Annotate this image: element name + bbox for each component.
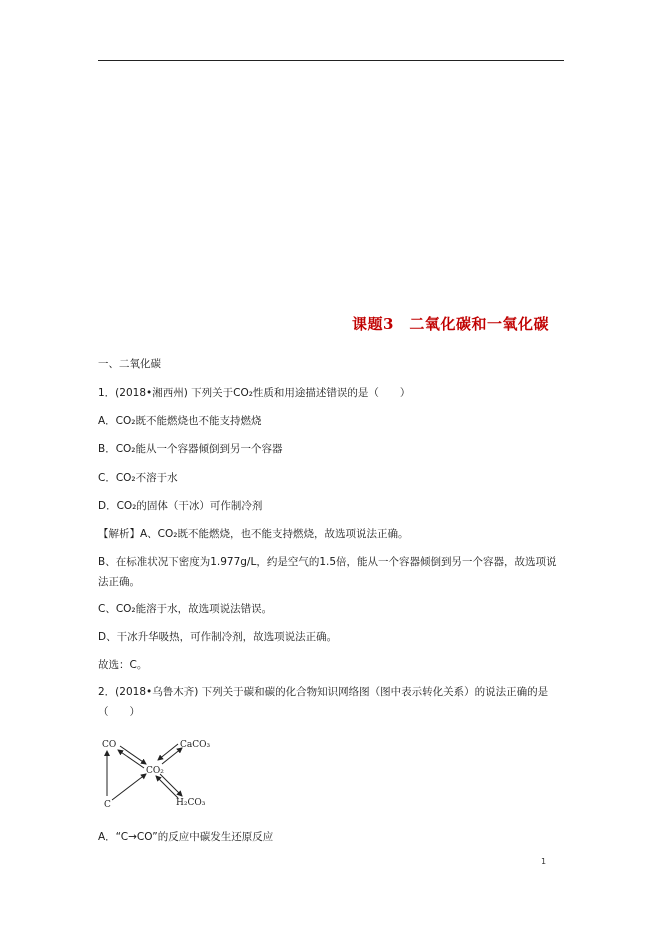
arrow-caco3-to-co2 <box>158 744 178 760</box>
question-2-stem: 2．(2018•乌鲁木齐) 下列关于碳和碳的化合物知识网络图（图中表示转化关系）的说法正确的是（ ） <box>98 686 549 718</box>
page-number: 1 <box>541 857 547 866</box>
diagram-label-co: CO <box>102 740 117 750</box>
arrow-c-to-co2 <box>112 774 146 800</box>
question-1-option-b: B．CO₂能从一个容器倾倒到另一个容器 <box>98 443 283 455</box>
question-2-option-a: A．“C→CO”的反应中碳发生还原反应 <box>98 831 274 843</box>
arrow-co2-to-h2co3 <box>160 774 182 796</box>
header-rule <box>98 60 564 61</box>
question-1-analysis-c: C、CO₂能溶于水，故选项说法错误。 <box>98 603 273 615</box>
arrow-co2-to-caco3 <box>162 748 182 764</box>
diagram-label-h2co3: H₂CO₃ <box>176 798 206 808</box>
question-1-analysis-b: B、在标准状况下密度为1.977g/L，约是空气的1.5倍，能从一个容器倾倒到另一个容器，故选项说法正确。 <box>98 556 557 588</box>
question-1-stem: 1．(2018•湘西州) 下列关于CO₂性质和用途描述错误的是（ ） <box>98 387 411 399</box>
diagram-label-caco3: CaCO₃ <box>180 740 211 750</box>
arrow-co-to-co2 <box>120 746 146 764</box>
carbon-conversion-diagram <box>96 734 226 810</box>
diagram-label-c: C <box>104 800 111 810</box>
diagram-label-co2: CO₂ <box>146 766 164 776</box>
question-1-option-a: A．CO₂既不能燃烧也不能支持燃烧 <box>98 415 262 427</box>
question-1-analysis-d: D、干冰升华吸热，可作制冷剂，故选项说法正确。 <box>98 631 338 643</box>
lesson-title: 课题3 二氧化碳和一氧化碳 <box>352 315 549 333</box>
question-1-option-d: D．CO₂的固体（干冰）可作制冷剂 <box>98 500 263 512</box>
question-1-option-c: C．CO₂不溶于水 <box>98 472 178 484</box>
section-heading: 一、二氧化碳 <box>98 358 161 370</box>
arrow-h2co3-to-co2 <box>156 776 178 798</box>
question-1-analysis-a: 【解析】A、CO₂既不能燃烧，也不能支持燃烧，故选项说法正确。 <box>98 528 409 540</box>
arrow-co2-to-co <box>118 750 144 768</box>
question-1-answer: 故选：C。 <box>98 659 148 671</box>
